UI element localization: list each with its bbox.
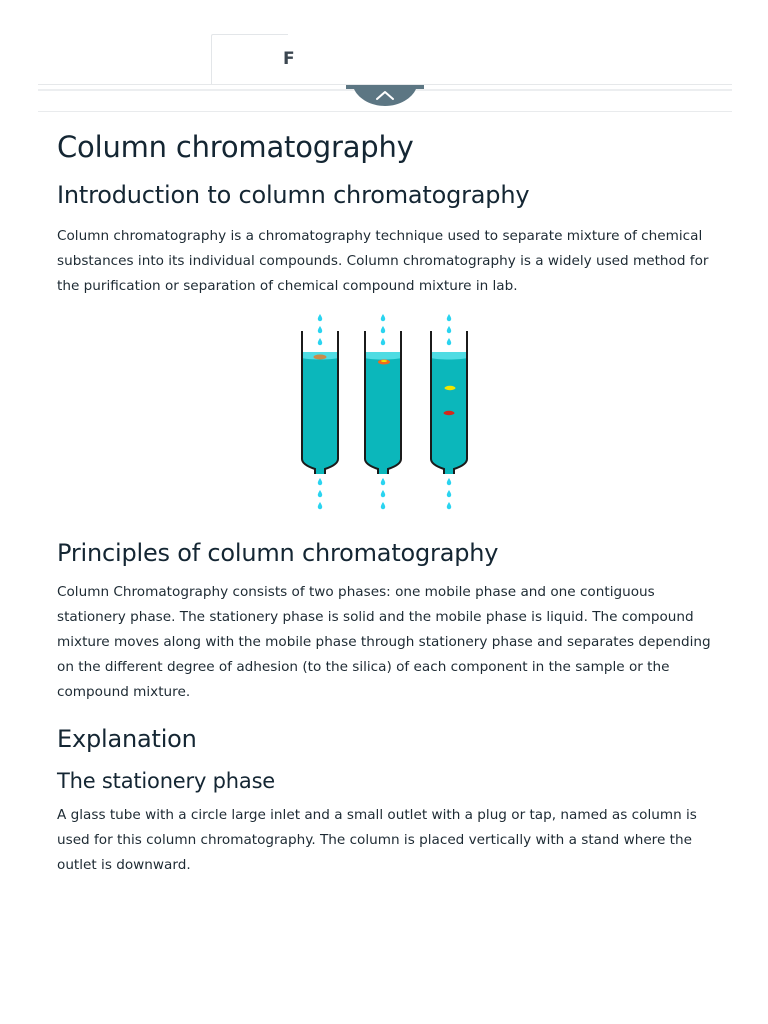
chromatography-figure	[57, 314, 717, 520]
chromatography-columns-illustration	[287, 314, 487, 520]
column-3	[431, 314, 467, 509]
section-text-principles: Column Chromatography consists of two phases: one mobile phase and one contiguous stationery phase. The stationery phase is solid and the mobile phase is liquid. The compound mixture moves along with the mobile phase through stationery phase and separates depending on the different degree of adhesion (to the silica) of each component in the sample or the compound mixture.	[57, 584, 711, 700]
header-divider	[38, 111, 732, 112]
column-2	[365, 314, 401, 509]
section-text-introduction: Column chromatography is a chromatography technique used to separate mixture of chemical substances into its individual compounds. Column chromatography is a widely used method for the purification or separation of chemical compound mixture in lab.	[57, 228, 709, 294]
chevron-up-icon	[346, 84, 424, 108]
top-tab[interactable]	[211, 34, 295, 85]
section-text-stationary-phase: A glass tube with a circle large inlet and a small outlet with a plug or tap, named as column is used for this column chromatography. The column is placed vertically with a stand where the outlet is downward.	[57, 807, 697, 873]
section-heading-introduction: Introduction to column chromatography	[57, 181, 530, 209]
article	[57, 126, 717, 878]
section-heading-principles: Principles of column chromatography	[57, 539, 499, 568]
section-heading-explanation: Explanation	[57, 725, 197, 754]
subsection-heading-stationary-phase: The stationery phase	[57, 769, 276, 794]
top-tab-label: F	[283, 49, 295, 69]
column-1	[302, 314, 338, 509]
page-title: Column chromatography	[57, 130, 414, 164]
collapse-button[interactable]	[346, 84, 424, 108]
